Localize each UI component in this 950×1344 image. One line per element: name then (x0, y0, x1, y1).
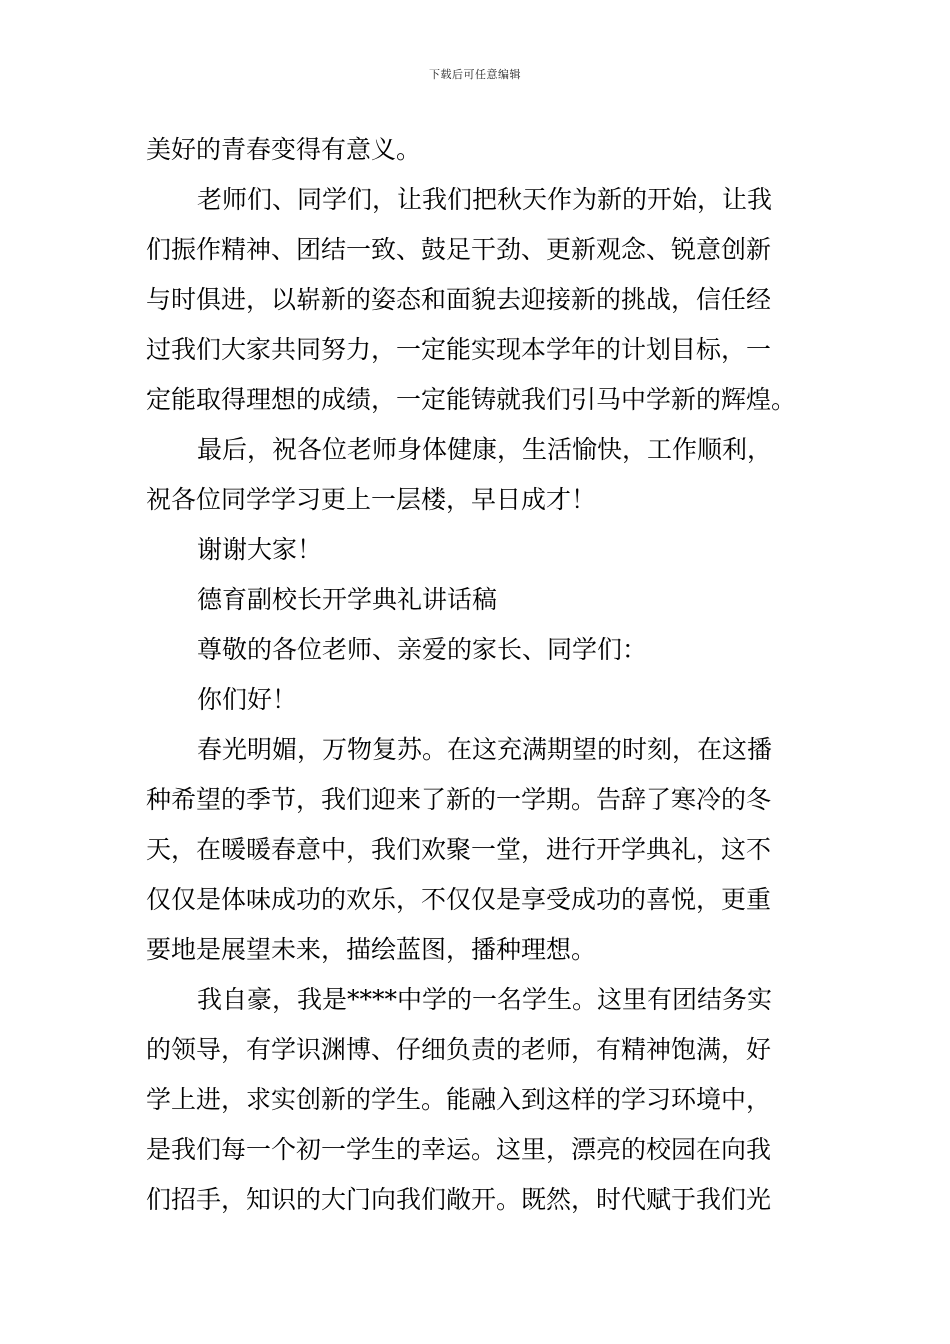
text-line: 我自豪，我是****中学的一名学生。这里有团结务实 (197, 985, 773, 1014)
text-line: 学上进，求实创新的学生。能融入到这样的学习环境中， (146, 1085, 772, 1114)
text-line: 你们好！ (197, 685, 298, 714)
text-line: 们振作精神、团结一致、鼓足干劲、更新观念、锐意创新 (146, 235, 772, 264)
text-line: 们招手，知识的大门向我们敞开。既然，时代赋于我们光 (146, 1185, 772, 1214)
text-line: 天，在暖暖春意中，我们欢聚一堂，进行开学典礼，这不 (146, 835, 772, 864)
document-body (146, 125, 810, 1225)
text-line: 美好的青春变得有意义。 (146, 135, 422, 164)
text-line: 仅仅是体味成功的欢乐，不仅仅是享受成功的喜悦，更重 (146, 885, 772, 914)
text-line: 祝各位同学学习更上一层楼，早日成才！ (146, 485, 597, 514)
text-line: 春光明媚，万物复苏。在这充满期望的时刻，在这播 (197, 735, 773, 764)
text-line: 是我们每一个初一学生的幸运。这里，漂亮的校园在向我 (146, 1135, 772, 1164)
text-line: 的领导，有学识渊博、仔细负责的老师，有精神饱满，好 (146, 1035, 772, 1064)
text-line: 要地是展望未来，描绘蓝图，播种理想。 (146, 935, 597, 964)
page-header-note: 下载后可任意编辑 (429, 68, 521, 81)
text-line: 德育副校长开学典礼讲话稿 (197, 585, 498, 614)
text-line: 过我们大家共同努力，一定能实现本学年的计划目标，一 (146, 335, 772, 364)
text-line: 谢谢大家！ (197, 535, 323, 564)
text-line: 尊敬的各位老师、亲爱的家长、同学们： (197, 635, 648, 664)
text-line: 老师们、同学们，让我们把秋天作为新的开始，让我 (197, 185, 773, 214)
text-line: 最后，祝各位老师身体健康，生活愉快，工作顺利， (197, 435, 773, 464)
text-line: 定能取得理想的成绩，一定能铸就我们引马中学新的辉煌。 (146, 385, 797, 414)
text-line: 种希望的季节，我们迎来了新的一学期。告辞了寒冷的冬 (146, 785, 772, 814)
text-line: 与时俱进，以崭新的姿态和面貌去迎接新的挑战，信任经 (146, 285, 772, 314)
